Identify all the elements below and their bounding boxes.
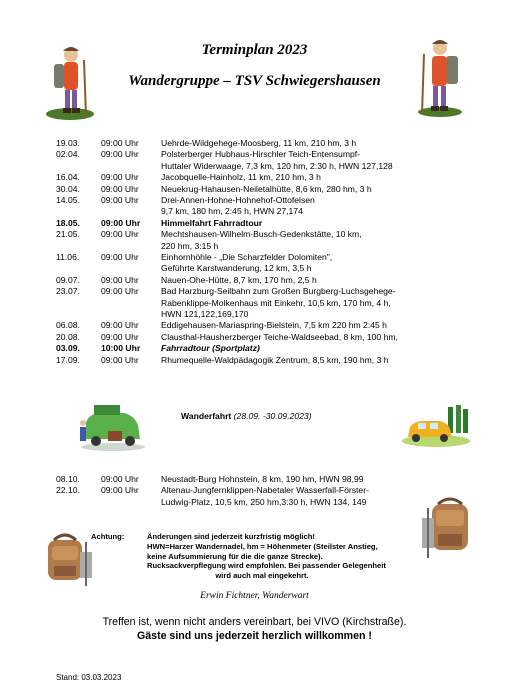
row-description: Altenau-Jungfernklippen-Nabetaler Wasserfall-Förster- [161, 485, 369, 496]
schedule-row [0, 320, 509, 331]
schedule-row [0, 355, 509, 366]
schedule-row [0, 195, 509, 218]
schedule-row [0, 474, 509, 485]
guests-welcome: Gäste sind uns jederzeit herzlich willkommen ! [137, 630, 372, 642]
schedule-row [0, 286, 509, 320]
row-time: 09:00 Uhr [101, 286, 139, 297]
row-date: 08.10. [56, 474, 80, 484]
row-date: 23.07. [56, 286, 80, 297]
row-date: 30.04. [56, 183, 80, 194]
row-date: 20.08. [56, 331, 80, 342]
row-date: 22.10. [56, 485, 80, 496]
row-date: 17.09. [56, 354, 80, 365]
row-date: 09.07. [56, 274, 80, 285]
schedule-row [0, 184, 509, 195]
wanderfahrt-dates: (28.09. -30.09.2023) [231, 411, 312, 421]
row-description: Mechtshausen-Wilhelm-Busch-Gedenkstätte, 10 km, [161, 229, 362, 240]
row-description: Clausthal-Hausherzberger Teiche-Waldseebad, 8 km, 100 hm, [161, 331, 398, 342]
car-packing-icon [78, 401, 148, 451]
row-time: 09:00 Uhr [101, 217, 141, 228]
row-description: Ludwig-Platz, 10,5 km, 250 hm,3:30 h, HWN 134, 149 [161, 496, 367, 507]
row-description: Nauen-Ohe-Hütte, 8,7 km, 170 hm, 2,5 h [161, 274, 317, 285]
row-description: Drei-Annen-Hohne-Hohnehof-Ottofelsen [161, 195, 315, 205]
row-date: 02.04. [56, 149, 80, 160]
row-date: 03.09. [56, 343, 80, 354]
row-date: 18.05. [56, 217, 80, 228]
row-description: Rhumequelle-Waldpädagogik Zentrum, 8,5 km, 190 hm, 3 h [161, 354, 389, 365]
wanderfahrt-heading: Wanderfahrt (28.09. -30.09.2023) [181, 411, 312, 421]
row-description: Eddigehausen-Mariaspring-Bielstein, 7,5 km 220 hm 2:45 h [161, 320, 387, 331]
row-time: 09:00 Uhr [101, 252, 139, 262]
row-description: Polsterberger Hubhaus-Hirschler Teich-Entensumpf- [161, 149, 361, 160]
schedule-row [0, 229, 509, 252]
row-description: Jacobquelle-Hainholz, 11 km, 210 hm, 3 h [161, 172, 321, 183]
row-description: Neuekrug-Hahausen-Neiletalhütte, 8,6 km, 280 hm, 3 h [161, 183, 372, 194]
row-time: 09:00 Uhr [101, 183, 139, 194]
car-trip-icon [400, 403, 472, 447]
schedule-row [0, 332, 509, 343]
schedule-row [0, 218, 509, 229]
row-description: Neustadt-Burg Hohnstein, 8 km, 190 hm, HWN 98,99 [161, 474, 364, 484]
row-time: 09:00 Uhr [101, 195, 139, 205]
row-time: 09:00 Uhr [101, 172, 139, 183]
row-time: 09:00 Uhr [101, 229, 139, 240]
schedule-row [0, 149, 509, 172]
meeting-info [0, 615, 509, 643]
row-date: 11.06. [56, 252, 80, 262]
schedule-row [0, 172, 509, 183]
row-time: 09:00 Uhr [101, 149, 139, 160]
schedule-row [0, 343, 509, 354]
row-date: 21.05. [56, 229, 80, 240]
backpack-right-icon [418, 496, 484, 560]
notice-text: Änderungen sind jederzeit kurzfristig möglich! HWN=Harzer Wandernadel, hm = Höhenmeter (Steilster Anstieg, keine Aufsummierung für die die ganze Strecke). Rucksackverpflegung wird empfohlen. Bei passender Gelegenheit wird auch mal eingekehrt. [147, 532, 386, 581]
row-description: 9,7 km, 180 hm, 2:45 h, HWN 27,174 [161, 206, 303, 217]
meeting-location: Treffen ist, wenn nicht anders vereinbart, bei VIVO (Kirchstraße). [102, 616, 407, 628]
row-date: 19.03. [56, 138, 80, 148]
stand-date: Stand: 03.03.2023 [56, 673, 122, 682]
row-description: Rabenklippe-Molkenhaus mit Einkehr, 10,5 km, 170 hm, 4 h, [161, 297, 391, 308]
row-description: Einhornhöhle - „Die Scharzfelder Dolomiten", [161, 252, 333, 262]
schedule-row [0, 138, 509, 149]
page-subtitle: Wandergruppe – TSV Schwiegershausen [128, 73, 381, 89]
row-description: Huttaler Widerwaage, 7,3 km, 120 hm, 2:30 h, HWN 127,128 [161, 160, 393, 171]
row-date: 06.08. [56, 320, 80, 331]
row-description: Himmelfahrt Fahrradtour [161, 217, 263, 228]
schedule-row [0, 252, 509, 275]
row-time: 10:00 Uhr [101, 343, 141, 354]
backpack-left-icon [40, 532, 98, 588]
schedule-row [0, 275, 509, 286]
row-description: 220 hm, 3:15 h [161, 240, 219, 251]
row-time: 09:00 Uhr [101, 354, 139, 365]
row-description: Bad Harzburg-Seilbahn zum Großen Burgberg-Luchsgehege- [161, 286, 396, 297]
row-time: 09:00 Uhr [101, 331, 139, 342]
row-time: 09:00 Uhr [101, 320, 139, 331]
row-date: 14.05. [56, 195, 80, 205]
row-description: Fahrradtour (Sportplatz) [161, 343, 260, 354]
notice-label: Achtung: [91, 532, 125, 541]
row-date: 16.04. [56, 172, 80, 183]
page-title: Terminplan 2023 [201, 42, 308, 58]
row-description: HWN 121,122,169,170 [161, 308, 249, 319]
signature: Erwin Fichtner, Wanderwart [200, 591, 309, 601]
row-time: 09:00 Uhr [101, 138, 139, 148]
row-time: 09:00 Uhr [101, 485, 139, 496]
row-description: Geführte Karstwanderung, 12 km, 3,5 h [161, 263, 312, 274]
row-time: 09:00 Uhr [101, 274, 139, 285]
row-time: 09:00 Uhr [101, 474, 139, 484]
row-description: Uehrde-Wildgehege-Moosberg, 11 km, 210 hm, 3 h [161, 138, 357, 148]
